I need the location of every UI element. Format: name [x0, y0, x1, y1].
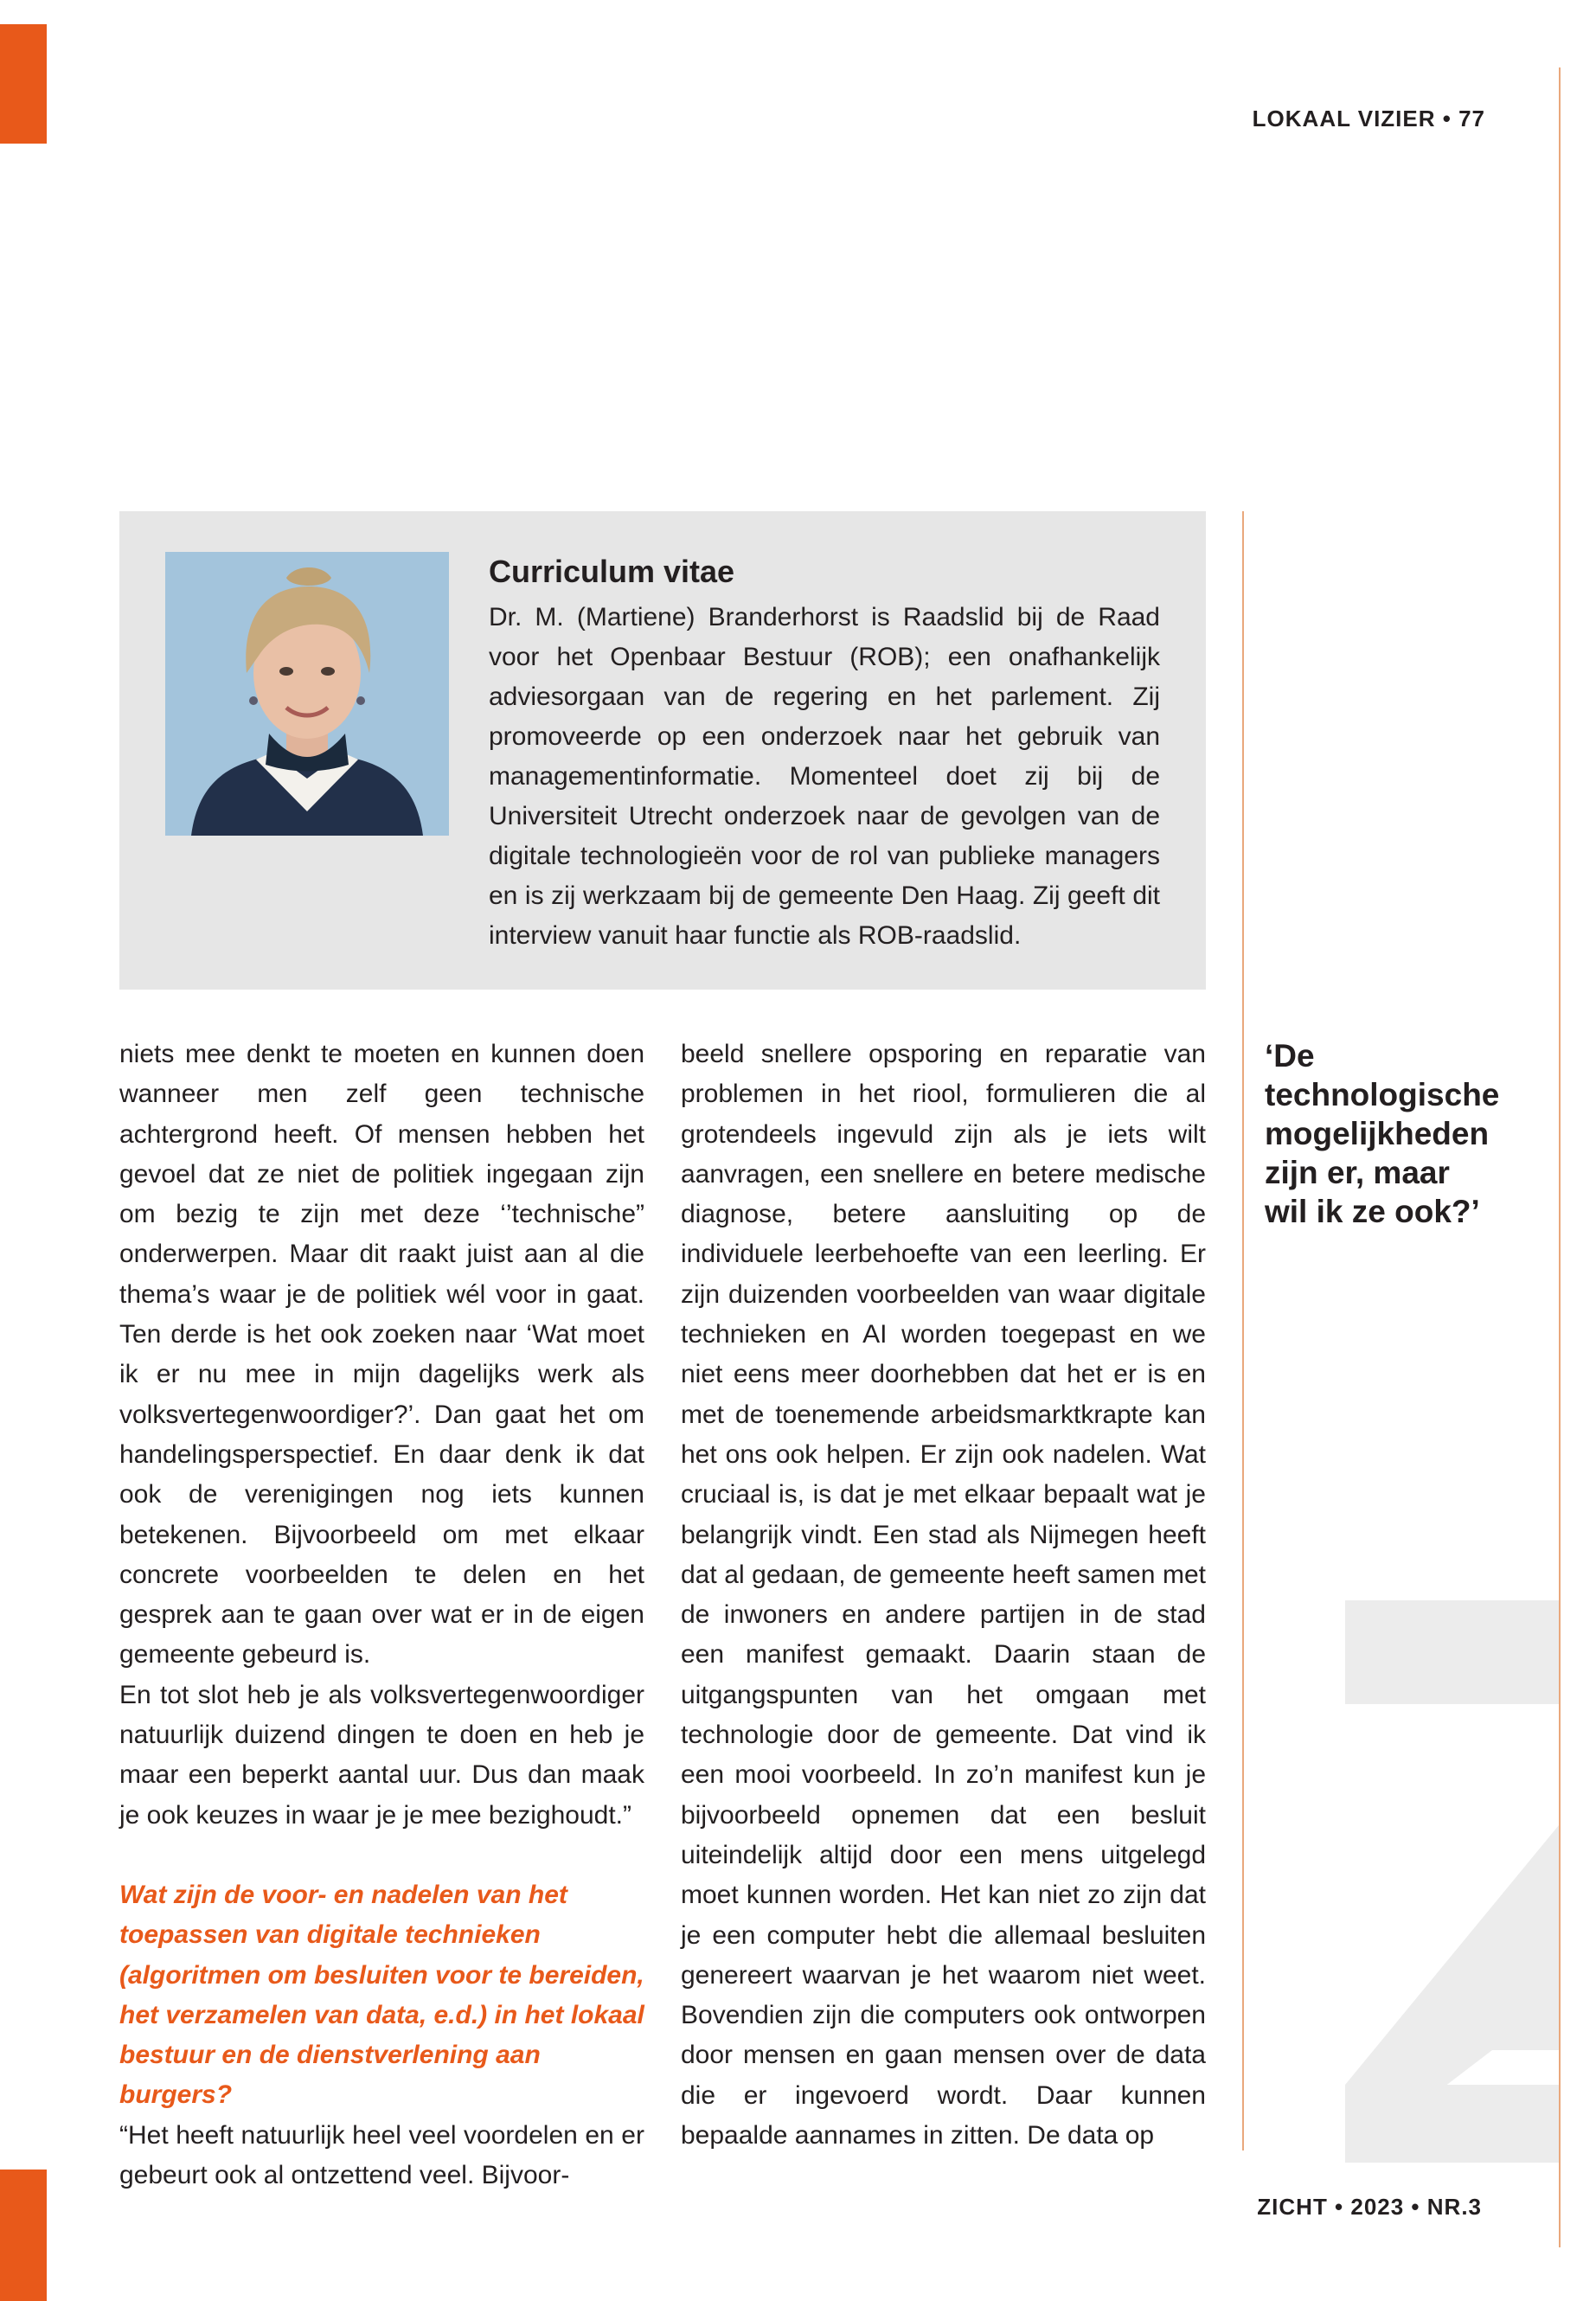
- portrait-photo: [165, 552, 449, 836]
- cv-box: [119, 511, 1206, 990]
- column2-paragraph-1: beeld snellere opsporing en reparatie van problemen in het riool, formulieren die al grotendeels ingevuld zijn als je iets wilt aanvragen, een snellere en betere medische diagnose, betere aansluiting op de individuele leerbehoefte van een leerling. Er zijn duizenden voorbeelden van waar digitale technieken en AI worden toegepast en we niet eens meer doorhebben dat het er is en met de toenemende arbeidsmarktkrapte kan het ons ook helpen. Er zijn ook nadelen. Wat cruciaal is, is dat je met elkaar bepaalt wat je belangrijk vindt. Een stad als Nijmegen heeft dat al gedaan, de gemeente heeft samen met de inwoners en andere partijen in de stad een manifest gemaakt. Daarin staan de uitgangspunten van het omgaan met technologie door de gemeente. Dat vind ik een mooi voorbeeld. In zo’n manifest kun je bijvoorbeeld opnemen dat een besluit uiteindelijk altijd door een mens uitgelegd moet kunnen worden. Het kan niet zo zijn dat je een computer hebt die allemaal besluiten genereert waarvan je het waarom niet weet. Bovendien zijn die computers ook ontworpen door mensen en gaan mensen over de data die er ingevoerd wordt. Daar kunnen bepaalde aannames in zitten. De data op: [681, 1040, 1206, 2150]
- article-column-2: [681, 1035, 1206, 2156]
- page-edge-rule: [1559, 67, 1561, 2247]
- running-header: LOKAAL VIZIER • 77: [1252, 106, 1485, 131]
- decorative-z-shape: [1345, 1600, 1559, 2163]
- interview-question: Wat zijn de voor- en nadelen van het toepassen van digitale technieken (algoritmen om besluiten voor te bereiden, het verzamelen van data, e.d.) in het lokaal bestuur en de dienstverlening aan burgers?: [119, 1880, 644, 2110]
- column1-paragraph-1: niets mee denkt te moeten en kunnen doen wanneer men zelf geen technische achtergrond heeft. Of mensen hebben het gevoel dat ze niet de politiek ingegaan zijn om bezig te zijn met deze ‘’technische” onderwerpen. Maar dit raakt juist aan al die thema’s waar je de politiek wél voor in gaat. Ten derde is het ook zoeken naar ‘Wat moet ik er nu mee in mijn dagelijks werk als volksvertegenwoordiger?’. Dan gaat het om handelingsperspectief. En daar denk ik dat ook de verenigingen nog iets kunnen betekenen. Bijvoorbeeld om met elkaar concrete voorbeelden te delen en het gesprek aan te gaan over wat er in de eigen gemeente gebeurd is.: [119, 1040, 644, 1670]
- column-divider-rule: [1242, 511, 1244, 2150]
- accent-bar-top: [0, 24, 47, 144]
- article-column-1: [119, 1035, 644, 2195]
- cv-text: [489, 549, 1160, 956]
- column1-paragraph-2: En tot slot heb je als volksvertegenwoordiger natuurlijk duizend dingen te doen en heb je maar een beperkt aantal uur. Dus dan maak je ook keuzes in waar je je mee bezighoudt.”: [119, 1680, 644, 1830]
- accent-bar-bottom: [0, 2170, 47, 2301]
- column1-paragraph-3: “Het heeft natuurlijk heel veel voordelen en er gebeurt ook al ontzettend veel. Bijvoor-: [119, 2120, 644, 2190]
- pull-quote: ‘De technologische mogelijkheden zijn er, maar wil ik ze ook?’: [1265, 1038, 1500, 1229]
- cv-body: Dr. M. (Martiene) Branderhorst is Raadslid bij de Raad voor het Openbaar Bestuur (ROB); een onafhankelijk adviesorgaan van de regering en het parlement. Zij promoveerde op een onderzoek naar het gebruik van managementinformatie. Momenteel doet zij bij de Universiteit Utrecht onderzoek naar de gevolgen van de digitale technologieën voor de rol van publieke managers en is zij werkzaam bij de gemeente Den Haag. Zij geeft dit interview vanuit haar functie als ROB-raadslid.: [489, 603, 1160, 950]
- cv-title: Curriculum vitae: [489, 554, 735, 589]
- portrait-illustration: [165, 552, 449, 836]
- running-footer: ZICHT • 2023 • NR.3: [1257, 2194, 1482, 2220]
